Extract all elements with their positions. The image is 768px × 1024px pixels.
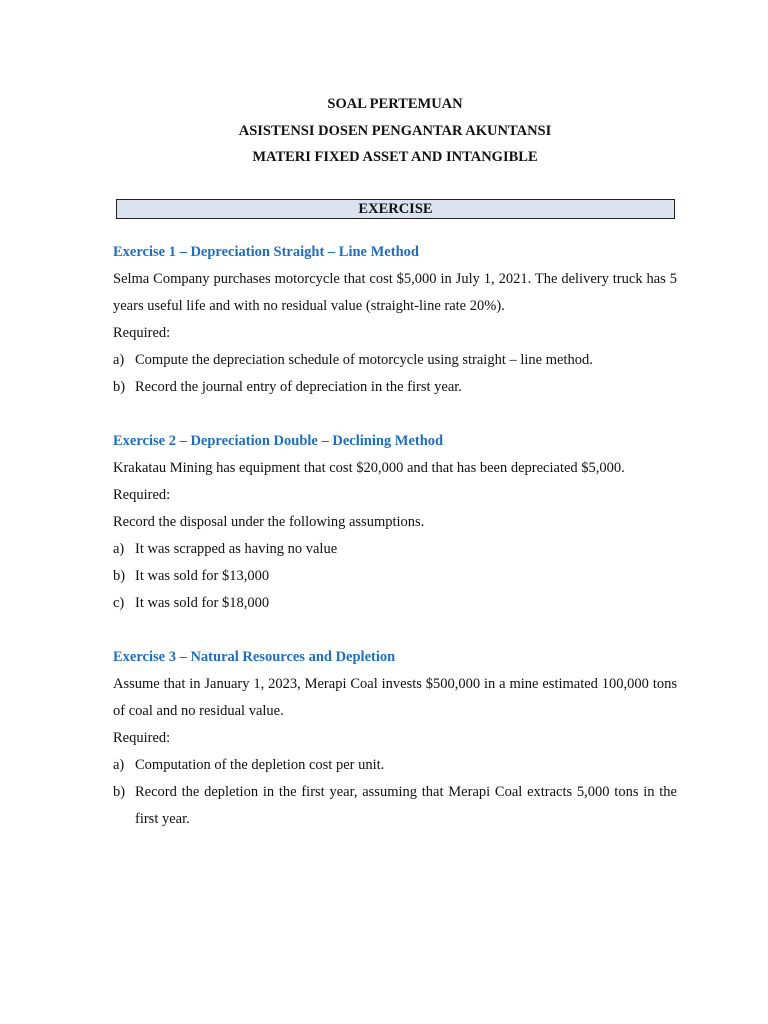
exercise-1-task-list bbox=[113, 347, 677, 401]
exercise-3-title: Exercise 3 – Natural Resources and Depletion bbox=[113, 648, 396, 665]
exercise-3-section bbox=[113, 644, 677, 833]
list-item-text: Compute the depreciation schedule of motorcycle using straight – line method. bbox=[135, 351, 593, 368]
list-item-text: Record the journal entry of depreciation in the first year. bbox=[135, 378, 462, 395]
header-line-1: SOAL PERTEMUAN bbox=[327, 96, 463, 112]
list-item-text: Computation of the depletion cost per unit. bbox=[135, 756, 385, 773]
exercise-2-section bbox=[113, 428, 677, 617]
list-item bbox=[113, 779, 677, 833]
list-item-text: It was sold for $18,000 bbox=[135, 594, 270, 611]
document-page bbox=[113, 91, 677, 833]
list-marker: a) bbox=[113, 756, 125, 773]
exercise-2-instruction: Record the disposal under the following assumptions. bbox=[113, 513, 425, 530]
header-line-3: MATERI FIXED ASSET AND INTANGIBLE bbox=[252, 149, 538, 165]
list-marker: a) bbox=[113, 351, 125, 368]
document-header bbox=[113, 91, 677, 171]
exercise-3-task-list bbox=[113, 752, 677, 833]
list-marker: b) bbox=[113, 567, 126, 584]
exercise-3-required-label: Required: bbox=[113, 729, 171, 746]
list-item bbox=[113, 752, 677, 779]
exercise-2-title: Exercise 2 – Depreciation Double – Declining Method bbox=[113, 432, 444, 449]
list-item-text: It was scrapped as having no value bbox=[135, 540, 338, 557]
exercise-banner: EXERCISE bbox=[116, 199, 675, 219]
list-marker: b) bbox=[113, 378, 126, 395]
exercise-2-description: Krakatau Mining has equipment that cost $20,000 and that has been depreciated $5,000. bbox=[113, 459, 625, 476]
list-item-text: Record the depletion in the first year, assuming that Merapi Coal extracts 5,000 tons in the first year. bbox=[135, 783, 677, 827]
list-marker: c) bbox=[113, 594, 125, 611]
list-item bbox=[113, 374, 677, 401]
exercise-2-required-label: Required: bbox=[113, 486, 171, 503]
exercise-1-description: Selma Company purchases motorcycle that cost $5,000 in July 1, 2021. The delivery truck has 5 years useful life and with no residual value (straight-line rate 20%). bbox=[113, 270, 677, 314]
exercise-1-section bbox=[113, 239, 677, 401]
exercise-1-title: Exercise 1 – Depreciation Straight – Line Method bbox=[113, 243, 419, 260]
list-marker: b) bbox=[113, 783, 126, 800]
exercise-1-required-label: Required: bbox=[113, 324, 171, 341]
list-item bbox=[113, 536, 677, 563]
header-line-2: ASISTENSI DOSEN PENGANTAR AKUNTANSI bbox=[238, 122, 552, 139]
exercise-2-task-list bbox=[113, 536, 677, 617]
list-item-text: It was sold for $13,000 bbox=[135, 567, 270, 584]
exercise-3-description: Assume that in January 1, 2023, Merapi Coal invests $500,000 in a mine estimated 100,000 tons of coal and no residual value. bbox=[113, 675, 677, 719]
list-item bbox=[113, 563, 677, 590]
list-item bbox=[113, 590, 677, 617]
list-item bbox=[113, 347, 677, 374]
list-marker: a) bbox=[113, 540, 125, 557]
